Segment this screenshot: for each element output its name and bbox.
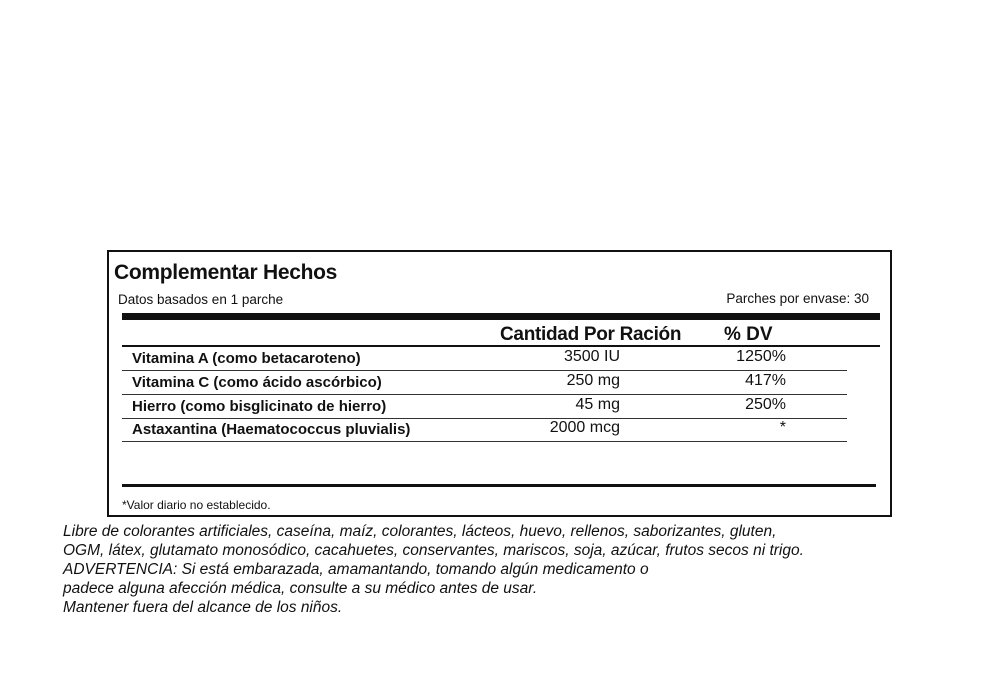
nutrient-dv: 417% — [745, 372, 786, 389]
nutrient-row — [122, 371, 847, 395]
footnote: *Valor diario no establecido. — [122, 498, 271, 512]
nutrient-name: Vitamina C (como ácido ascórbico) — [132, 374, 382, 391]
nutrient-row — [122, 395, 847, 419]
disclaimer-line: ADVERTENCIA: Si está embarazada, amamantando, tomando algún medicamento o — [63, 561, 649, 578]
nutrient-amount: 45 mg — [575, 396, 620, 413]
nutrient-amount: 2000 mcg — [549, 419, 620, 436]
nutrient-amount: 3500 IU — [563, 348, 620, 365]
supplement-facts-panel — [107, 250, 892, 517]
nutrient-name: Vitamina A (como betacaroteno) — [132, 350, 361, 367]
disclaimer-line: OGM, látex, glutamato monosódico, cacahuetes, conservantes, mariscos, soja, azúcar, frutos secos ni trigo. — [63, 542, 804, 559]
disclaimer-text — [63, 522, 993, 617]
bottom-divider — [122, 484, 876, 487]
nutrient-dv: 1250% — [736, 348, 786, 365]
serving-size: Datos basados en 1 parche — [118, 292, 284, 307]
servings-per-container: Parches por envase: 30 — [726, 291, 869, 306]
nutrient-dv: * — [779, 419, 786, 436]
disclaimer-line: Mantener fuera del alcance de los niños. — [63, 599, 343, 616]
column-header-dv: % DV — [724, 324, 773, 345]
nutrient-dv: 250% — [745, 396, 786, 413]
nutrient-row — [122, 347, 847, 371]
nutrient-row — [122, 418, 847, 442]
panel-title: Complementar Hechos — [114, 261, 338, 284]
disclaimer-line: Libre de colorantes artificiales, caseína, maíz, colorantes, lácteos, huevo, rellenos, saborizantes, gluten, — [63, 523, 777, 540]
disclaimer-line: padece alguna afección médica, consulte a su médico antes de usar. — [63, 580, 538, 597]
nutrient-name: Hierro (como bisglicinato de hierro) — [132, 398, 387, 415]
top-divider — [122, 313, 880, 320]
nutrient-amount: 250 mg — [566, 372, 620, 389]
column-header-amount: Cantidad Por Ración — [500, 324, 682, 345]
nutrient-name: Astaxantina (Haematococcus pluvialis) — [132, 421, 411, 438]
